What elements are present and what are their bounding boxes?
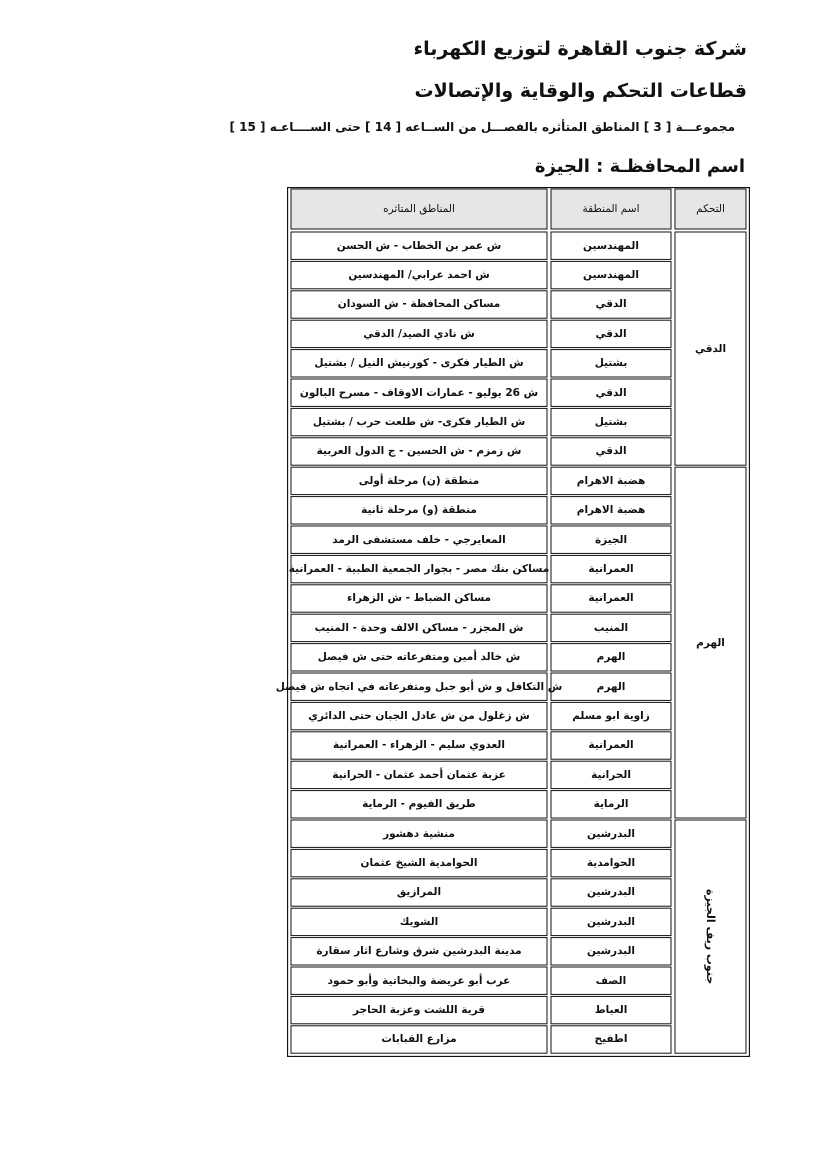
affected-areas-cell: ش 26 يوليو - عمارات الاوقاف - مسرح البالون (299, 386, 539, 399)
area-name-cell: اطفيح (594, 1033, 628, 1046)
affected-areas-cell: الحوامدية الشيخ عثمان (360, 857, 478, 870)
area-name-cell: الهرم (596, 651, 626, 664)
affected-areas-cell: المعايرجي - خلف مستشفى الرمد (332, 533, 506, 546)
area-name-cell: الحرانية (591, 768, 631, 781)
area-name-cell: الهرم (596, 680, 626, 693)
affected-areas-cell: ش نادي الصيد/ الدقي (363, 327, 475, 340)
affected-areas-cell: منطقة (ن) مرحلة أولى (358, 474, 480, 487)
affected-areas-cell: مساكن بنك مصر - بجوار الجمعية الطبية - العمرانية (288, 563, 550, 576)
company-title: شركة جنوب القاهرة لتوزيع الكهرباء (413, 38, 747, 60)
affected-areas-cell: ش التكافل و ش أبو جبل ومتفرعاته في اتجاه ش فيصل (275, 680, 563, 693)
control-group-cell: جنوب ريف الجيزة (704, 888, 717, 985)
area-name-cell: الدقي (595, 298, 627, 311)
affected-areas-cell: ش عمر بن الخطاب - ش الحسن (336, 239, 502, 252)
affected-areas-cell: منشية دهشور (383, 827, 455, 840)
affected-areas-cell: ش المجزر - مساكن الالف وحدة - المنيب (314, 621, 524, 634)
area-name-cell: المنيب (593, 621, 629, 634)
governorate-label: اسم المحافظـة : الجيزة (534, 156, 745, 177)
affected-areas-cell: الشويك (399, 915, 439, 928)
area-name-cell: البدرشين (587, 827, 635, 840)
affected-areas-cell: مساكن المحافظة - ش السودان (337, 298, 501, 311)
area-name-cell: العمرانية (588, 592, 634, 605)
area-name-cell: البدرشين (587, 915, 635, 928)
affected-areas-cell: ش احمد عرابي/ المهندسين (348, 269, 490, 282)
area-name-cell: المهندسين (583, 239, 639, 252)
group-line: مجموعـــة [ 3 ] المناطق المتأثره بالفصـــل من الســاعه [ 14 ] حتى الســــاعـه [ 15 ] (229, 120, 735, 134)
affected-areas-cell: ش زمزم - ش الحسين - ج الدول العربية (316, 445, 522, 458)
control-group-cell: الهرم (696, 636, 725, 649)
area-name-cell: البدرشين (587, 886, 635, 899)
area-name-cell: بشتيل (594, 357, 628, 370)
area-name-cell: الحوامدية (586, 857, 636, 870)
sector-title: قطاعات التحكم والوقاية والإتصالات (414, 80, 747, 102)
area-name-cell: الجيزة (594, 533, 628, 546)
area-name-cell: الرماية (593, 798, 629, 811)
area-name-cell: هضبة الاهرام (576, 474, 646, 487)
area-name-cell: زاوية ابو مسلم (572, 710, 650, 723)
affected-areas-cell: ش زغلول من ش عادل الجبان حتى الدائري (308, 710, 530, 723)
affected-areas-cell: ش خالد أمين ومتفرعاته حتى ش فيصل (317, 651, 521, 664)
area-name-cell: المهندسين (583, 269, 639, 282)
header-area-name: اسم المنطقة (582, 203, 640, 215)
area-name-cell: الصف (595, 974, 627, 987)
area-name-cell: العياط (594, 1004, 628, 1017)
affected-areas-cell: مزارع القبابات (381, 1033, 457, 1046)
affected-areas-cell: قرية اللشت وعزبة الحاجر (353, 1004, 486, 1017)
affected-areas-cell: ش الطيار فكرى- ش طلعت حرب / بشتيل (312, 416, 526, 429)
affected-areas-cell: العدوي سليم - الزهراء - العمرانية (333, 739, 505, 752)
header-control: التحكم (696, 203, 725, 215)
affected-areas-cell: مدينة البدرشين شرق وشارع اثار سقارة (316, 945, 522, 958)
control-group-cell: الدقي (694, 342, 727, 355)
affected-areas-cell: عزبة عثمان أحمد عثمان - الحرانية (332, 768, 506, 781)
area-name-cell: البدرشين (587, 945, 635, 958)
area-name-cell: بشتيل (594, 416, 628, 429)
header-affected: المناطق المتاثره (383, 203, 455, 215)
area-name-cell: الدقي (595, 327, 627, 340)
affected-areas-table (275, 187, 750, 1057)
area-name-cell: العمرانية (588, 563, 634, 576)
affected-areas-cell: عرب أبو عريضة والبخاتية وأبو حمود (327, 974, 511, 987)
area-name-cell: العمرانية (588, 739, 634, 752)
area-name-cell: هضبة الاهرام (576, 504, 646, 517)
affected-areas-cell: مساكن الضباط - ش الزهراء (346, 592, 492, 605)
affected-areas-cell: المرازيق (396, 886, 442, 899)
affected-areas-cell: ش الطيار فكرى - كورنيش النيل / بشتيل (314, 357, 524, 370)
area-name-cell: الدقي (595, 445, 627, 458)
affected-areas-cell: طريق الفيوم - الرماية (362, 798, 476, 811)
affected-areas-cell: منطقة (و) مرحلة ثانية (361, 504, 477, 517)
area-name-cell: الدقي (595, 386, 627, 399)
